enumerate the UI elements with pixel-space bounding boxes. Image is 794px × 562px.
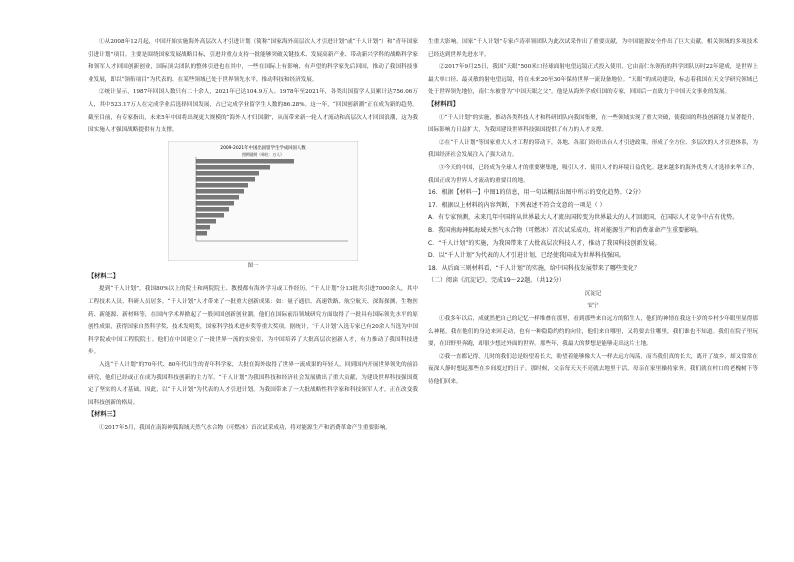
section-2-heading: （二）阅读《沉淀记》，完成19～22题。（共12分） — [428, 277, 565, 285]
material3-continued: 生重大影响。国家“千人计划”专家卢涛率领团队为此次试采作出了重要贡献，为中国能源安全作出了巨大贡献。相关领域的多项技术已经达到世界先进水平。 — [428, 39, 758, 58]
question-17-option-d: D．以“千人计划”为代表的人才引进计划，已经使我国成为世界科技强国。 — [428, 252, 625, 260]
material2-paragraph-1: 提到“千人计划”，我国80%以上的院士和两院院士、教授都有海外学习或工作经历。“千人计划”分13批共引进7000余人，其中工程技术人员、科研人员居多。“千人计划”人才带来了一批重大创新成果：如：量子通信、高速铁路、航空航天、深海探测、生物医药、新能源、新材料等，在国内学术界掀起了一股回国创新创业潮。他们在国际前沿领域研究方面取得了一批具有国际领先水平的原创性成果，获得国家自然科学奖、技术发明奖，国家科学技术进步奖等重大奖项。据统计，‘千人计划’入选专家已有20余人当选为中国科学院或中国工程院院士。他们在中国建立了一批世界一流的实验室，为中国培养了大批高层次创新人才，有力推动了我国科技进步。 — [88, 286, 418, 356]
material3-paragraph-1: ①2017年5月，我国在南海神狐海域天然气水合物（可燃冰）首次试采成功，将对能源生产和消费革命产生重要影响。 — [99, 424, 391, 431]
material4-paragraph-2: ②在“千人计划”等国家重大人才工程的带动下，各地、各部门纷纷出台人才引进政策，形成了全方位、多层次的人才引进体系，为我国经济社会发展注入了强大动力。 — [428, 139, 758, 159]
story-paragraph-1: ①我多年以后，成就然把自己的记忆一样堆叠在那里，看到那些来自远方的陌生人，他们的神情在我这十岁的乡村少年眼里显得那么神秘，我在他们的身边来回走动，也有一种隐隐约约的向往，他们来自哪里，又将要去往哪里，我们谁也不知道。我们在院子里玩耍，在田野里奔跑，却很少想过外面的世界。那些年，我最大的梦想是能够走出这片土地。 — [428, 316, 758, 348]
chart-title: 2009-2021年中国出国留学生学成回国人数 — [220, 145, 306, 151]
chart-legend: 图例说明（单位：万人） — [242, 151, 284, 157]
story-paragraph-2: ②我一直都记得，儿时的我们总是盼望着长大，盼望着能够像大人一样去远方闯荡，而当我们真的长大，离开了故乡，却又常常在夜深人静时想起那些在乡间度过的日子。那时候，父亲每天天不亮就去地里干活，母亲在家里操持家务，我们就在村口的老槐树下等待他们回来。 — [428, 353, 758, 386]
bar-2009 — [196, 231, 207, 236]
material4-paragraph-1: ①“千人计划”的实施，推动各类科技人才和科研团队向我国集聚，在一些领域实现了重大突破，使我国的科技创新能力显著提升，国际影响力日益扩大，为我国建设世界科技强国提供了有力的人才支撑。 — [428, 114, 758, 134]
bar-2017 — [196, 183, 248, 188]
question-17-option-a: A．有专家预测，未来几年中国将从世界最大人才流出国转变为世界最大的人才回流国，在国际人才竞争中占有优势。 — [428, 214, 739, 222]
question-17-option-c: C．“千人计划”的实施，为我国带来了大批高层次科技人才，推动了我国科技创新发展。 — [428, 239, 661, 247]
bar-2012 — [196, 213, 224, 218]
bar-2010 — [196, 225, 210, 230]
question-17-option-b: B．我国南海神狐海域天然气水合物（可燃冰）首次试采成功，将对能源生产和消费革命产生重要影响。 — [428, 226, 703, 234]
right-column — [428, 36, 758, 389]
material4-heading: 【材料四】 — [428, 100, 459, 108]
material2-heading: 【材料二】 — [88, 272, 119, 280]
chart-caption: 图一 — [247, 262, 259, 269]
material2-paragraph-2: 入选“千人计划”的70年代、80年代出生的青年科学家，大批在海外取得了世界一流成果的年轻人，回到国内开展世界领先的前沿研究，他们已经或正在成为我国科技创新的主力军。“千人计划”为我国科技和经济社会发展做出了重大贡献，为建设世界科技强国奠定了坚实的人才基础。因此，以“千人计划”为代表的人才引进计划，为我国带来了一大批战略性科学家和科技领军人才，正在改变我国科技创新的格局。 — [88, 361, 418, 406]
bar-2019 — [196, 171, 259, 176]
bar-2011 — [196, 219, 216, 224]
material4-paragraph-3: ③今天的中国，已经成为全球人才的重要聚集地，吸引人才、使用人才的环境日益优化。越来越多的海外优秀人才选择来华工作，我国正成为世界人才流动的重要目的地。 — [428, 164, 758, 184]
material1-paragraph-2: ②统计显示，1987年回国人数只有二十余人，2021年已达104.9万人。1978年至2021年，各类出国留学人员累计达756.06万人，其中523.17万人在完成学业后选择回国发展，占已完成学业留学生人数的86.28%。这一年，“回国创新潮”正在成为新的趋势。截至目前，有专家指出，未来5年中国将出现更大规模的“海外人才归国潮”，从而带来新一轮人才流动和高层次人才回国浪潮，这为我国实施人才强国战略提供有力支撑。 — [88, 89, 418, 134]
chart-svg — [168, 141, 358, 261]
question-16: 16．根据【材料一】中图1的信息，用一句话概括出图中所示的变化趋势。（2分） — [428, 189, 645, 197]
material1-paragraph-1: ①从2008年12月起，中国开始实施海外高层次人才引进计划（简称“国家海外高层次人才引进计划”或“千人计划”）和“青年国家引进计划”项目。主要是围绕国家发展战略目标，引进并重点支持一批能够突破关键技术、发展高新产业、带动新兴学科的战略科学家和领军人才回国创新创业，国际顶尖团队的整体引进也在其中，一些在国际上有影响、有声望的科学家先后回国，推动了我国科技事业发展，即以“领衔项目”为代表的，在某些领域已处于世界领先水平，推动科技和经济发展。 — [88, 39, 418, 83]
bar-2016 — [196, 189, 244, 194]
bar-2015 — [196, 195, 239, 200]
left-column — [88, 36, 418, 434]
bar-2021 — [196, 159, 294, 164]
material3-paragraph-2: ②2017年9月25日，我国“天眼”500米口径球面射电望远镜正式投入使用，它由南仁东领衔的科学团队历时22年建成，是世界上最大单口径、最灵敏的射电望远镜，将在未来20至30年保持世界一流设备地位。“天眼”的成功建设，标志着我国在天文学研究领域已处于世界领先地位，南仁东被誉为“中国天眼之父”。他是从海外学成归国的专家，回国后一直致力于中国天文事业的发展。 — [428, 64, 758, 96]
story-title: 沉淀记 — [584, 290, 602, 297]
bar-2018 — [196, 177, 255, 182]
question-17: 17．根据以上材料的内容判断，下列表述不符合文意的一项是（ ） — [428, 201, 606, 209]
bar-2020 — [196, 165, 270, 170]
bar-2014 — [196, 201, 234, 206]
bar-2013 — [196, 207, 229, 212]
question-18: 18．从后面三则材料看，“千人计划”的实施，给中国科技发展带来了哪些变化？ — [428, 264, 640, 272]
material3-heading: 【材料三】 — [88, 411, 119, 419]
story-author: 安宁 — [587, 303, 599, 310]
returnees-bar-chart — [168, 141, 358, 261]
